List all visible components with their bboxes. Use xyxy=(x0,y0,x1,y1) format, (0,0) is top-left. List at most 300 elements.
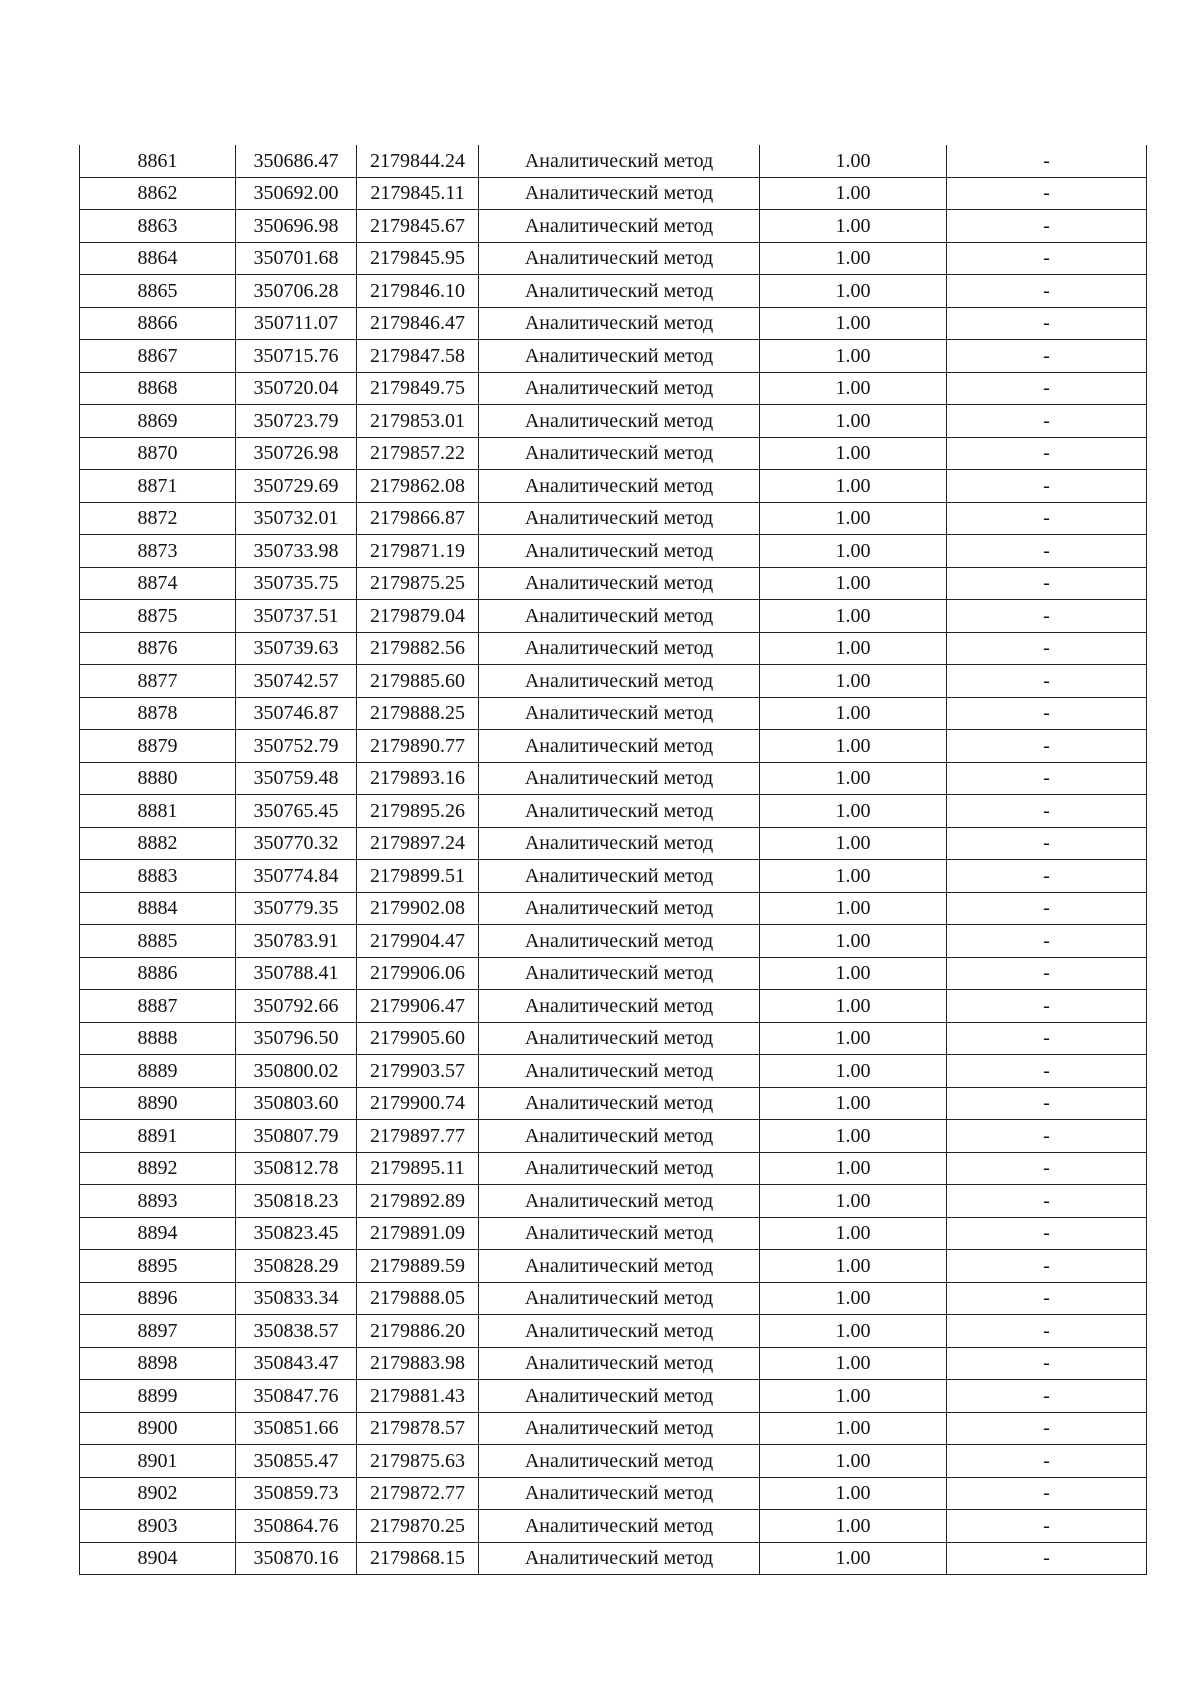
table-row xyxy=(80,1542,1147,1575)
method-cell: Аналитический метод xyxy=(479,730,760,763)
x-coordinate-cell: 350774.84 xyxy=(236,860,357,893)
method-cell: Аналитический метод xyxy=(479,600,760,633)
table-row xyxy=(80,697,1147,730)
accuracy-cell: 1.00 xyxy=(760,437,947,470)
point-number-cell: 8888 xyxy=(80,1022,236,1055)
x-coordinate-cell: 350765.45 xyxy=(236,795,357,828)
x-coordinate-cell: 350788.41 xyxy=(236,957,357,990)
table-row xyxy=(80,730,1147,763)
description-cell: - xyxy=(947,762,1147,795)
table-row xyxy=(80,1250,1147,1283)
coordinates-table-body xyxy=(80,145,1147,1575)
y-coordinate-cell: 2179857.22 xyxy=(357,437,479,470)
y-coordinate-cell: 2179906.06 xyxy=(357,957,479,990)
method-cell: Аналитический метод xyxy=(479,990,760,1023)
point-number-cell: 8871 xyxy=(80,470,236,503)
point-number-cell: 8870 xyxy=(80,437,236,470)
description-cell: - xyxy=(947,1185,1147,1218)
coordinates-table xyxy=(79,145,1147,1575)
description-cell: - xyxy=(947,1380,1147,1413)
description-cell: - xyxy=(947,340,1147,373)
point-number-cell: 8886 xyxy=(80,957,236,990)
accuracy-cell: 1.00 xyxy=(760,1477,947,1510)
point-number-cell: 8874 xyxy=(80,567,236,600)
table-row xyxy=(80,470,1147,503)
x-coordinate-cell: 350783.91 xyxy=(236,925,357,958)
description-cell: - xyxy=(947,177,1147,210)
method-cell: Аналитический метод xyxy=(479,1185,760,1218)
table-row xyxy=(80,632,1147,665)
method-cell: Аналитический метод xyxy=(479,1152,760,1185)
x-coordinate-cell: 350686.47 xyxy=(236,145,357,177)
point-number-cell: 8882 xyxy=(80,827,236,860)
point-number-cell: 8885 xyxy=(80,925,236,958)
point-number-cell: 8890 xyxy=(80,1087,236,1120)
point-number-cell: 8862 xyxy=(80,177,236,210)
description-cell: - xyxy=(947,372,1147,405)
method-cell: Аналитический метод xyxy=(479,925,760,958)
accuracy-cell: 1.00 xyxy=(760,372,947,405)
table-row xyxy=(80,990,1147,1023)
x-coordinate-cell: 350759.48 xyxy=(236,762,357,795)
accuracy-cell: 1.00 xyxy=(760,567,947,600)
table-row xyxy=(80,177,1147,210)
point-number-cell: 8895 xyxy=(80,1250,236,1283)
y-coordinate-cell: 2179870.25 xyxy=(357,1510,479,1543)
y-coordinate-cell: 2179883.98 xyxy=(357,1347,479,1380)
accuracy-cell: 1.00 xyxy=(760,210,947,243)
accuracy-cell: 1.00 xyxy=(760,242,947,275)
description-cell: - xyxy=(947,1282,1147,1315)
y-coordinate-cell: 2179897.24 xyxy=(357,827,479,860)
table-row xyxy=(80,1412,1147,1445)
x-coordinate-cell: 350733.98 xyxy=(236,535,357,568)
point-number-cell: 8901 xyxy=(80,1445,236,1478)
point-number-cell: 8875 xyxy=(80,600,236,633)
table-row xyxy=(80,665,1147,698)
accuracy-cell: 1.00 xyxy=(760,1412,947,1445)
point-number-cell: 8893 xyxy=(80,1185,236,1218)
point-number-cell: 8891 xyxy=(80,1120,236,1153)
y-coordinate-cell: 2179891.09 xyxy=(357,1217,479,1250)
description-cell: - xyxy=(947,892,1147,925)
x-coordinate-cell: 350706.28 xyxy=(236,275,357,308)
x-coordinate-cell: 350735.75 xyxy=(236,567,357,600)
y-coordinate-cell: 2179892.89 xyxy=(357,1185,479,1218)
description-cell: - xyxy=(947,535,1147,568)
point-number-cell: 8881 xyxy=(80,795,236,828)
method-cell: Аналитический метод xyxy=(479,437,760,470)
x-coordinate-cell: 350796.50 xyxy=(236,1022,357,1055)
y-coordinate-cell: 2179882.56 xyxy=(357,632,479,665)
point-number-cell: 8879 xyxy=(80,730,236,763)
method-cell: Аналитический метод xyxy=(479,1250,760,1283)
point-number-cell: 8903 xyxy=(80,1510,236,1543)
y-coordinate-cell: 2179893.16 xyxy=(357,762,479,795)
y-coordinate-cell: 2179871.19 xyxy=(357,535,479,568)
x-coordinate-cell: 350701.68 xyxy=(236,242,357,275)
accuracy-cell: 1.00 xyxy=(760,307,947,340)
y-coordinate-cell: 2179903.57 xyxy=(357,1055,479,1088)
method-cell: Аналитический метод xyxy=(479,1477,760,1510)
x-coordinate-cell: 350851.66 xyxy=(236,1412,357,1445)
table-row xyxy=(80,502,1147,535)
point-number-cell: 8876 xyxy=(80,632,236,665)
y-coordinate-cell: 2179897.77 xyxy=(357,1120,479,1153)
table-row xyxy=(80,1347,1147,1380)
table-row xyxy=(80,925,1147,958)
method-cell: Аналитический метод xyxy=(479,697,760,730)
accuracy-cell: 1.00 xyxy=(760,1022,947,1055)
accuracy-cell: 1.00 xyxy=(760,795,947,828)
method-cell: Аналитический метод xyxy=(479,275,760,308)
point-number-cell: 8873 xyxy=(80,535,236,568)
table-row xyxy=(80,340,1147,373)
method-cell: Аналитический метод xyxy=(479,340,760,373)
table-row xyxy=(80,535,1147,568)
x-coordinate-cell: 350711.07 xyxy=(236,307,357,340)
description-cell: - xyxy=(947,242,1147,275)
x-coordinate-cell: 350812.78 xyxy=(236,1152,357,1185)
method-cell: Аналитический метод xyxy=(479,307,760,340)
x-coordinate-cell: 350752.79 xyxy=(236,730,357,763)
description-cell: - xyxy=(947,990,1147,1023)
point-number-cell: 8883 xyxy=(80,860,236,893)
accuracy-cell: 1.00 xyxy=(760,177,947,210)
x-coordinate-cell: 350737.51 xyxy=(236,600,357,633)
x-coordinate-cell: 350715.76 xyxy=(236,340,357,373)
accuracy-cell: 1.00 xyxy=(760,340,947,373)
accuracy-cell: 1.00 xyxy=(760,502,947,535)
table-row xyxy=(80,1510,1147,1543)
method-cell: Аналитический метод xyxy=(479,177,760,210)
description-cell: - xyxy=(947,632,1147,665)
method-cell: Аналитический метод xyxy=(479,1445,760,1478)
method-cell: Аналитический метод xyxy=(479,470,760,503)
description-cell: - xyxy=(947,1445,1147,1478)
point-number-cell: 8892 xyxy=(80,1152,236,1185)
y-coordinate-cell: 2179879.04 xyxy=(357,600,479,633)
x-coordinate-cell: 350726.98 xyxy=(236,437,357,470)
accuracy-cell: 1.00 xyxy=(760,1120,947,1153)
method-cell: Аналитический метод xyxy=(479,1412,760,1445)
description-cell: - xyxy=(947,470,1147,503)
description-cell: - xyxy=(947,860,1147,893)
table-row xyxy=(80,1445,1147,1478)
description-cell: - xyxy=(947,405,1147,438)
accuracy-cell: 1.00 xyxy=(760,632,947,665)
x-coordinate-cell: 350739.63 xyxy=(236,632,357,665)
method-cell: Аналитический метод xyxy=(479,1542,760,1575)
y-coordinate-cell: 2179845.67 xyxy=(357,210,479,243)
description-cell: - xyxy=(947,697,1147,730)
y-coordinate-cell: 2179847.58 xyxy=(357,340,479,373)
point-number-cell: 8880 xyxy=(80,762,236,795)
accuracy-cell: 1.00 xyxy=(760,697,947,730)
table-row xyxy=(80,1087,1147,1120)
y-coordinate-cell: 2179866.87 xyxy=(357,502,479,535)
x-coordinate-cell: 350823.45 xyxy=(236,1217,357,1250)
point-number-cell: 8865 xyxy=(80,275,236,308)
accuracy-cell: 1.00 xyxy=(760,892,947,925)
method-cell: Аналитический метод xyxy=(479,1022,760,1055)
x-coordinate-cell: 350818.23 xyxy=(236,1185,357,1218)
accuracy-cell: 1.00 xyxy=(760,827,947,860)
description-cell: - xyxy=(947,925,1147,958)
table-row xyxy=(80,437,1147,470)
y-coordinate-cell: 2179895.11 xyxy=(357,1152,479,1185)
description-cell: - xyxy=(947,1477,1147,1510)
description-cell: - xyxy=(947,957,1147,990)
description-cell: - xyxy=(947,600,1147,633)
table-row xyxy=(80,372,1147,405)
table-row xyxy=(80,1055,1147,1088)
y-coordinate-cell: 2179906.47 xyxy=(357,990,479,1023)
description-cell: - xyxy=(947,730,1147,763)
y-coordinate-cell: 2179878.57 xyxy=(357,1412,479,1445)
method-cell: Аналитический метод xyxy=(479,1087,760,1120)
table-row xyxy=(80,405,1147,438)
y-coordinate-cell: 2179888.05 xyxy=(357,1282,479,1315)
table-row xyxy=(80,892,1147,925)
x-coordinate-cell: 350800.02 xyxy=(236,1055,357,1088)
x-coordinate-cell: 350770.32 xyxy=(236,827,357,860)
description-cell: - xyxy=(947,1347,1147,1380)
method-cell: Аналитический метод xyxy=(479,372,760,405)
x-coordinate-cell: 350792.66 xyxy=(236,990,357,1023)
accuracy-cell: 1.00 xyxy=(760,1250,947,1283)
table-row xyxy=(80,1282,1147,1315)
x-coordinate-cell: 350746.87 xyxy=(236,697,357,730)
y-coordinate-cell: 2179853.01 xyxy=(357,405,479,438)
table-row xyxy=(80,1477,1147,1510)
accuracy-cell: 1.00 xyxy=(760,1510,947,1543)
accuracy-cell: 1.00 xyxy=(760,1152,947,1185)
method-cell: Аналитический метод xyxy=(479,1120,760,1153)
x-coordinate-cell: 350870.16 xyxy=(236,1542,357,1575)
point-number-cell: 8902 xyxy=(80,1477,236,1510)
table-row xyxy=(80,242,1147,275)
accuracy-cell: 1.00 xyxy=(760,1347,947,1380)
accuracy-cell: 1.00 xyxy=(760,1217,947,1250)
table-row xyxy=(80,1315,1147,1348)
accuracy-cell: 1.00 xyxy=(760,1542,947,1575)
method-cell: Аналитический метод xyxy=(479,665,760,698)
x-coordinate-cell: 350838.57 xyxy=(236,1315,357,1348)
method-cell: Аналитический метод xyxy=(479,1347,760,1380)
description-cell: - xyxy=(947,1412,1147,1445)
accuracy-cell: 1.00 xyxy=(760,535,947,568)
point-number-cell: 8872 xyxy=(80,502,236,535)
accuracy-cell: 1.00 xyxy=(760,860,947,893)
accuracy-cell: 1.00 xyxy=(760,957,947,990)
point-number-cell: 8868 xyxy=(80,372,236,405)
table-row xyxy=(80,600,1147,633)
x-coordinate-cell: 350847.76 xyxy=(236,1380,357,1413)
point-number-cell: 8878 xyxy=(80,697,236,730)
table-row xyxy=(80,1185,1147,1218)
method-cell: Аналитический метод xyxy=(479,242,760,275)
description-cell: - xyxy=(947,665,1147,698)
method-cell: Аналитический метод xyxy=(479,210,760,243)
y-coordinate-cell: 2179845.11 xyxy=(357,177,479,210)
x-coordinate-cell: 350732.01 xyxy=(236,502,357,535)
accuracy-cell: 1.00 xyxy=(760,990,947,1023)
x-coordinate-cell: 350859.73 xyxy=(236,1477,357,1510)
description-cell: - xyxy=(947,275,1147,308)
description-cell: - xyxy=(947,1152,1147,1185)
table-row xyxy=(80,795,1147,828)
method-cell: Аналитический метод xyxy=(479,1282,760,1315)
method-cell: Аналитический метод xyxy=(479,502,760,535)
method-cell: Аналитический метод xyxy=(479,632,760,665)
y-coordinate-cell: 2179868.15 xyxy=(357,1542,479,1575)
y-coordinate-cell: 2179845.95 xyxy=(357,242,479,275)
y-coordinate-cell: 2179844.24 xyxy=(357,145,479,177)
description-cell: - xyxy=(947,1315,1147,1348)
description-cell: - xyxy=(947,567,1147,600)
method-cell: Аналитический метод xyxy=(479,145,760,177)
table-row xyxy=(80,762,1147,795)
point-number-cell: 8900 xyxy=(80,1412,236,1445)
table-row xyxy=(80,1022,1147,1055)
point-number-cell: 8889 xyxy=(80,1055,236,1088)
accuracy-cell: 1.00 xyxy=(760,600,947,633)
y-coordinate-cell: 2179872.77 xyxy=(357,1477,479,1510)
y-coordinate-cell: 2179904.47 xyxy=(357,925,479,958)
table-row xyxy=(80,275,1147,308)
accuracy-cell: 1.00 xyxy=(760,1282,947,1315)
x-coordinate-cell: 350723.79 xyxy=(236,405,357,438)
accuracy-cell: 1.00 xyxy=(760,1380,947,1413)
point-number-cell: 8904 xyxy=(80,1542,236,1575)
y-coordinate-cell: 2179890.77 xyxy=(357,730,479,763)
table-row xyxy=(80,307,1147,340)
method-cell: Аналитический метод xyxy=(479,892,760,925)
description-cell: - xyxy=(947,1120,1147,1153)
accuracy-cell: 1.00 xyxy=(760,925,947,958)
table-row xyxy=(80,860,1147,893)
y-coordinate-cell: 2179888.25 xyxy=(357,697,479,730)
table-row xyxy=(80,1120,1147,1153)
description-cell: - xyxy=(947,1217,1147,1250)
y-coordinate-cell: 2179885.60 xyxy=(357,665,479,698)
y-coordinate-cell: 2179886.20 xyxy=(357,1315,479,1348)
table-row xyxy=(80,957,1147,990)
y-coordinate-cell: 2179862.08 xyxy=(357,470,479,503)
description-cell: - xyxy=(947,307,1147,340)
method-cell: Аналитический метод xyxy=(479,827,760,860)
method-cell: Аналитический метод xyxy=(479,535,760,568)
accuracy-cell: 1.00 xyxy=(760,145,947,177)
point-number-cell: 8864 xyxy=(80,242,236,275)
accuracy-cell: 1.00 xyxy=(760,1055,947,1088)
accuracy-cell: 1.00 xyxy=(760,762,947,795)
method-cell: Аналитический метод xyxy=(479,957,760,990)
x-coordinate-cell: 350855.47 xyxy=(236,1445,357,1478)
accuracy-cell: 1.00 xyxy=(760,1315,947,1348)
description-cell: - xyxy=(947,1022,1147,1055)
x-coordinate-cell: 350720.04 xyxy=(236,372,357,405)
description-cell: - xyxy=(947,827,1147,860)
y-coordinate-cell: 2179902.08 xyxy=(357,892,479,925)
y-coordinate-cell: 2179889.59 xyxy=(357,1250,479,1283)
accuracy-cell: 1.00 xyxy=(760,275,947,308)
accuracy-cell: 1.00 xyxy=(760,665,947,698)
accuracy-cell: 1.00 xyxy=(760,730,947,763)
method-cell: Аналитический метод xyxy=(479,1315,760,1348)
table-row xyxy=(80,567,1147,600)
table-row xyxy=(80,145,1147,177)
description-cell: - xyxy=(947,210,1147,243)
point-number-cell: 8898 xyxy=(80,1347,236,1380)
accuracy-cell: 1.00 xyxy=(760,1445,947,1478)
y-coordinate-cell: 2179895.26 xyxy=(357,795,479,828)
accuracy-cell: 1.00 xyxy=(760,405,947,438)
point-number-cell: 8861 xyxy=(80,145,236,177)
x-coordinate-cell: 350742.57 xyxy=(236,665,357,698)
description-cell: - xyxy=(947,502,1147,535)
accuracy-cell: 1.00 xyxy=(760,470,947,503)
method-cell: Аналитический метод xyxy=(479,1217,760,1250)
y-coordinate-cell: 2179849.75 xyxy=(357,372,479,405)
point-number-cell: 8897 xyxy=(80,1315,236,1348)
point-number-cell: 8863 xyxy=(80,210,236,243)
method-cell: Аналитический метод xyxy=(479,860,760,893)
description-cell: - xyxy=(947,437,1147,470)
description-cell: - xyxy=(947,145,1147,177)
x-coordinate-cell: 350833.34 xyxy=(236,1282,357,1315)
method-cell: Аналитический метод xyxy=(479,1510,760,1543)
accuracy-cell: 1.00 xyxy=(760,1087,947,1120)
y-coordinate-cell: 2179875.25 xyxy=(357,567,479,600)
point-number-cell: 8899 xyxy=(80,1380,236,1413)
x-coordinate-cell: 350729.69 xyxy=(236,470,357,503)
table-row xyxy=(80,210,1147,243)
accuracy-cell: 1.00 xyxy=(760,1185,947,1218)
description-cell: - xyxy=(947,795,1147,828)
x-coordinate-cell: 350843.47 xyxy=(236,1347,357,1380)
point-number-cell: 8884 xyxy=(80,892,236,925)
method-cell: Аналитический метод xyxy=(479,762,760,795)
point-number-cell: 8867 xyxy=(80,340,236,373)
table-row xyxy=(80,1217,1147,1250)
method-cell: Аналитический метод xyxy=(479,567,760,600)
x-coordinate-cell: 350779.35 xyxy=(236,892,357,925)
description-cell: - xyxy=(947,1542,1147,1575)
y-coordinate-cell: 2179899.51 xyxy=(357,860,479,893)
description-cell: - xyxy=(947,1055,1147,1088)
x-coordinate-cell: 350692.00 xyxy=(236,177,357,210)
method-cell: Аналитический метод xyxy=(479,1380,760,1413)
point-number-cell: 8894 xyxy=(80,1217,236,1250)
point-number-cell: 8866 xyxy=(80,307,236,340)
point-number-cell: 8869 xyxy=(80,405,236,438)
y-coordinate-cell: 2179846.10 xyxy=(357,275,479,308)
y-coordinate-cell: 2179881.43 xyxy=(357,1380,479,1413)
method-cell: Аналитический метод xyxy=(479,405,760,438)
y-coordinate-cell: 2179846.47 xyxy=(357,307,479,340)
table-row xyxy=(80,1380,1147,1413)
description-cell: - xyxy=(947,1510,1147,1543)
method-cell: Аналитический метод xyxy=(479,1055,760,1088)
method-cell: Аналитический метод xyxy=(479,795,760,828)
point-number-cell: 8887 xyxy=(80,990,236,1023)
y-coordinate-cell: 2179900.74 xyxy=(357,1087,479,1120)
table-row xyxy=(80,1152,1147,1185)
x-coordinate-cell: 350803.60 xyxy=(236,1087,357,1120)
table-row xyxy=(80,827,1147,860)
